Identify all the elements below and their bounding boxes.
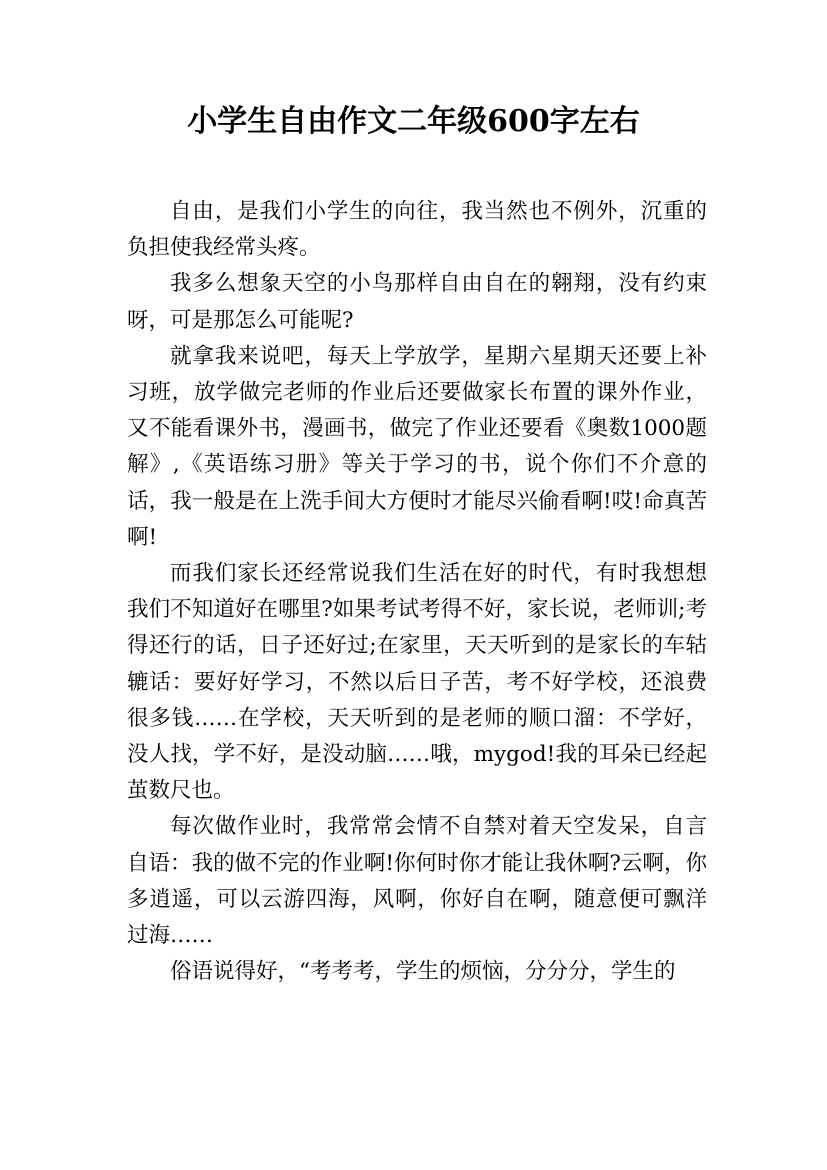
paragraph: 就拿我来说吧，每天上学放学，星期六星期天还要上补习班，放学做完老师的作业后还要做家长布置的课外作业，又不能看课外书，漫画书，做完了作业还要看《奥数1000题解》,《英语练习册》等关于学习的书，说个你们不介意的话，我一般是在上洗手间大方便时才能尽兴偷看啊!哎!命真苦啊!: [127, 343, 707, 550]
paragraph: 每次做作业时，我常常会情不自禁对着天空发呆，自言自语：我的做不完的作业啊!你何时你才能让我休啊?云啊，你多逍遥，可以云游四海，风啊，你好自在啊，随意便可飘洋过海……: [127, 814, 707, 949]
document-title: 小学生自由作文二年级600字左右: [187, 104, 640, 139]
document-body: [127, 194, 707, 990]
paragraph: 我多么想象天空的小鸟那样自由自在的翱翔，没有约束呀，可是那怎么可能呢?: [127, 271, 707, 333]
paragraph: 俗语说得好，“考考考，学生的烦恼，分分分，学生的: [170, 959, 676, 985]
paragraph: 而我们家长还经常说我们生活在好的时代，有时我想想我们不知道好在哪里?如果考试考得不好，家长说，老师训;考得还行的话，日子还好过;在家里，天天听到的是家长的车轱辘话：要好好学习，不然以后日子苦，考不好学校，还浪费很多钱……在学校，天天听到的是老师的顺口溜：不学好，没人找，学不好，是没动脑……哦，mygod!我的耳朵已经起茧数尺也。: [127, 561, 707, 804]
paragraph: 自由，是我们小学生的向往，我当然也不例外，沉重的负担使我经常头疼。: [127, 199, 707, 261]
